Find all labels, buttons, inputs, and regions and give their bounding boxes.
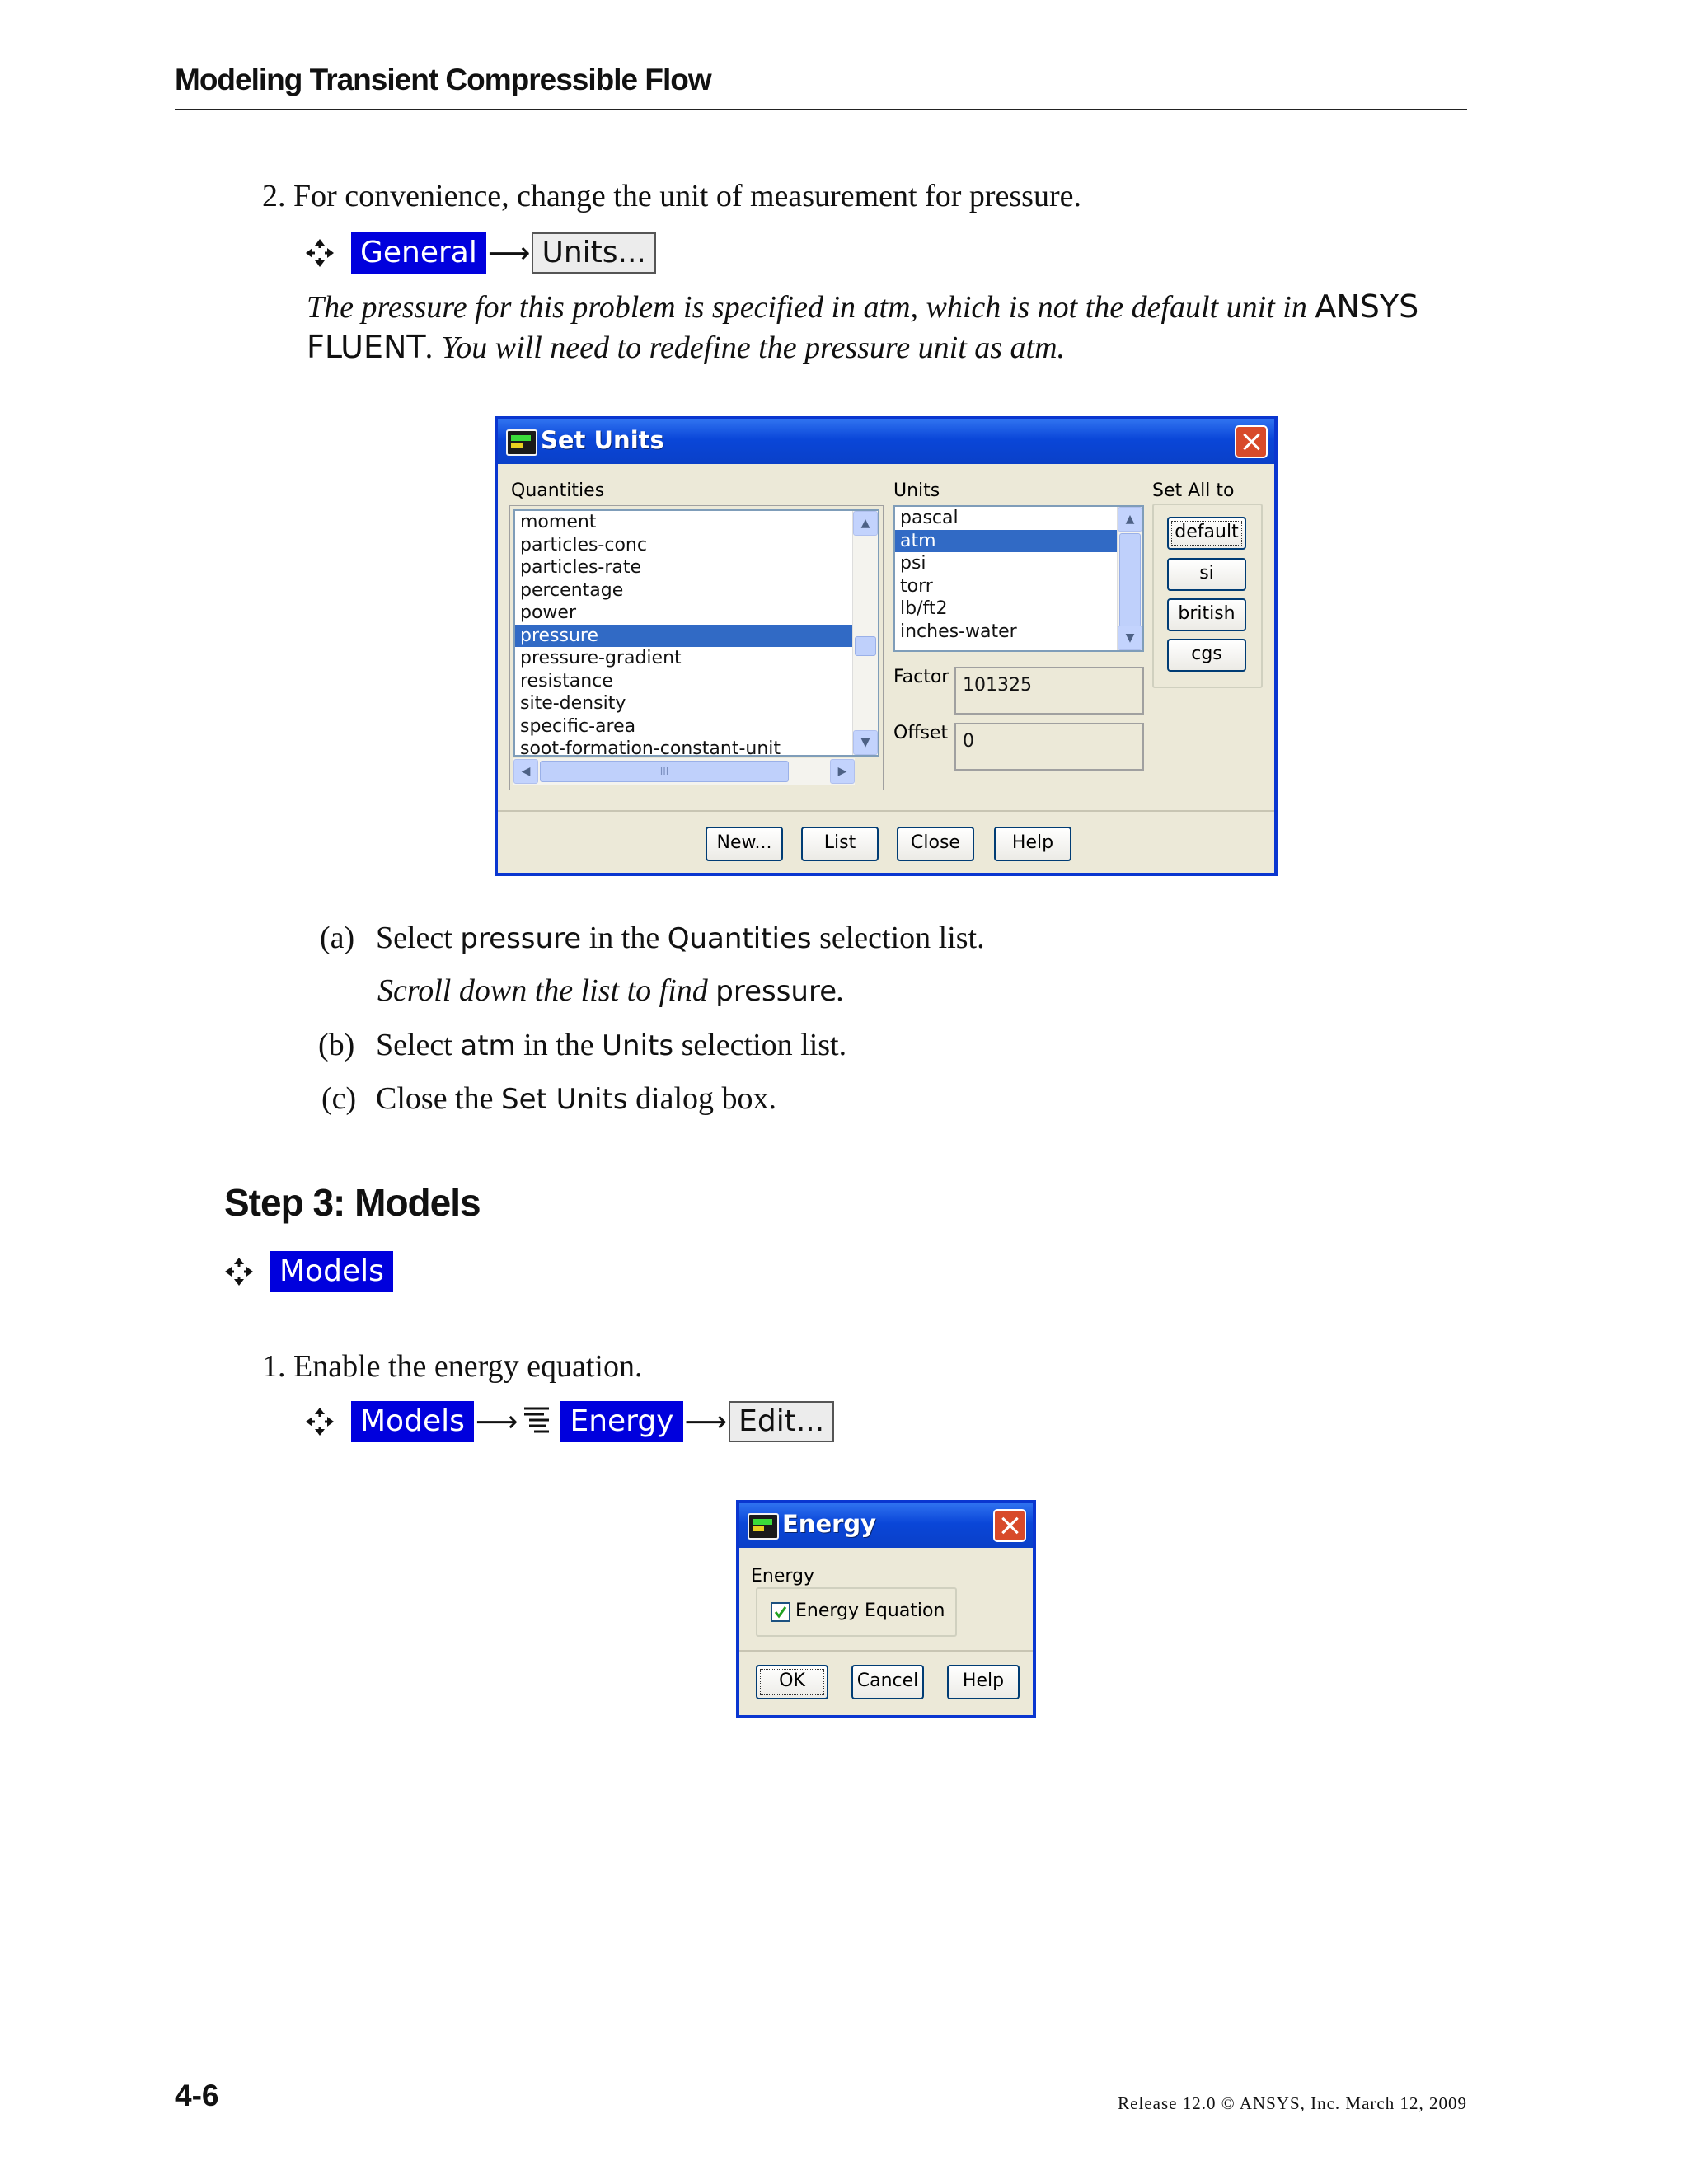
energy-equation-label: Energy Equation [795,1601,945,1621]
fluent-app-icon [506,429,537,456]
new-button[interactable]: New... [706,827,783,861]
tree-list-icon [523,1405,551,1439]
substep-a-item: pressure [460,922,582,955]
substep-b-marker: (b) [318,1028,355,1062]
quantities-listbox[interactable] [513,509,879,757]
units-list-item[interactable]: torr [900,575,933,597]
nav-arrow: ⟶ [684,1404,728,1439]
si-button[interactable]: si [1167,558,1246,591]
close-icon[interactable] [1235,425,1268,458]
energy-dialog [736,1500,1036,1718]
quantities-hscroll[interactable] [513,758,855,785]
units-button-ref[interactable]: Units... [532,232,655,274]
substep-b [318,1027,846,1063]
step3-item1-text: 1. Enable the energy equation. [262,1349,643,1384]
quantities-list-item[interactable]: resistance [520,670,613,691]
factor-label: Factor [893,667,950,687]
factor-field[interactable]: 101325 [954,667,1144,715]
energy-equation-checkbox[interactable] [771,1602,790,1622]
substep-c-post: dialog box. [627,1081,777,1116]
cgs-button[interactable]: cgs [1167,639,1246,672]
dialog-title: Energy [782,1510,877,1538]
british-button[interactable]: british [1167,598,1246,631]
substep-b-item: atm [460,1029,516,1062]
substep-c-marker: (c) [321,1081,357,1116]
nav-arrow: ⟶ [487,236,531,270]
substep-c-dialog: Set Units [500,1083,628,1116]
units-vscroll[interactable] [1117,507,1142,650]
units-list-item[interactable]: pascal [900,508,959,528]
default-button[interactable]: default [1167,517,1246,550]
energy-group [756,1587,957,1637]
quantities-label: Quantities [511,480,605,501]
nav-models-link[interactable]: Models [351,1401,474,1442]
substep-b-post: selection list. [673,1028,847,1062]
substep-c [321,1080,776,1117]
substep-a-list: Quantities [667,922,812,955]
set-all-label: Set All to [1152,480,1235,501]
quantities-list-item[interactable]: pressure [515,625,853,648]
energy-group-label: Energy [751,1566,815,1586]
help-button[interactable]: Help [947,1665,1020,1699]
substep-a-mid: in the [581,921,668,955]
dialog-separator [498,810,1274,812]
scroll-up-icon[interactable]: ▲ [853,511,878,536]
quantities-list-item[interactable]: specific-area [520,715,636,737]
scroll-thumb[interactable] [1119,533,1141,627]
substep-a-note-post: . [837,973,845,1008]
section-heading: Step 3: Models [224,1181,481,1224]
substep-b-pre: Select [376,1028,461,1062]
offset-field[interactable]: 0 [954,723,1144,771]
nav-arrow: ⟶ [475,1404,518,1439]
move-arrows-icon [224,1257,254,1286]
nav-energy-link[interactable]: Energy [560,1401,682,1442]
edit-button-ref[interactable]: Edit... [729,1401,834,1442]
scroll-right-icon[interactable]: ▶ [830,759,855,784]
set-units-dialog [495,416,1278,876]
substep-a-note-item: pressure [715,975,837,1008]
substep-a-pre: Select [376,921,461,955]
move-arrows-icon [305,238,335,268]
substep-a-note-pre: Scroll down the list to find [377,973,716,1008]
step2-text: 2. For convenience, change the unit of measurement for pressure. [262,179,1081,213]
units-list-item[interactable]: atm [895,530,1118,553]
close-button[interactable]: Close [897,827,974,861]
dialog-titlebar [739,1503,1033,1548]
cancel-button[interactable]: Cancel [851,1665,924,1699]
units-list-item[interactable]: lb/ft2 [900,598,948,619]
units-list-item[interactable]: psi [900,553,926,574]
fluent-app-icon [748,1513,779,1540]
substep-a-marker: (a) [320,921,355,955]
dialog-titlebar [498,419,1274,464]
quantities-frame [509,505,884,790]
substep-b-list: Units [602,1029,674,1062]
quantities-list-item[interactable]: soot-formation-constant-unit [520,738,781,757]
quantities-list-item[interactable]: pressure-gradient [520,648,682,668]
set-all-group [1152,504,1263,688]
dialog-title: Set Units [541,426,664,454]
note-part2: . You will need to redefine the pressure unit as atm. [425,330,1066,365]
quantities-list-item[interactable]: particles-conc [520,534,647,555]
page-header-title: Modeling Transient Compressible Flow [175,63,711,96]
quantities-list-item[interactable]: moment [520,512,597,532]
dialog-separator [739,1650,1033,1652]
scroll-down-icon[interactable]: ▼ [853,730,878,755]
move-arrows-icon [305,1407,335,1436]
substep-a-note [377,972,845,1009]
note-app-name: ANSYS FLUENT [307,288,1419,365]
units-listbox[interactable] [893,505,1144,652]
scroll-thumb[interactable] [855,636,876,656]
scroll-up-icon[interactable]: ▲ [1118,507,1142,532]
quantities-vscroll[interactable] [852,511,878,755]
substep-a [320,920,985,956]
page-number: 4-6 [175,2079,219,2112]
quantities-list-item[interactable]: site-density [520,693,626,714]
checkmark-icon [772,1604,789,1620]
hscroll-thumb[interactable]: III [540,761,789,782]
step2-nav-path [305,231,656,275]
release-footer: Release 12.0 © ANSYS, Inc. March 12, 2009 [1118,2093,1467,2113]
nav-models-link[interactable]: Models [270,1251,393,1292]
scroll-down-icon[interactable]: ▼ [1118,626,1142,650]
substep-c-pre: Close the [376,1081,501,1116]
units-label: Units [893,480,940,501]
help-button[interactable]: Help [994,827,1071,861]
note-part1: The pressure for this problem is specified in atm, which is not the default unit in [307,290,1307,325]
step3-nav [224,1249,393,1294]
close-icon[interactable] [993,1509,1026,1542]
substep-a-post: selection list. [811,921,985,955]
quantities-list-item[interactable]: percentage [520,579,624,601]
offset-label: Offset [893,723,949,743]
step3-nav-path [305,1399,834,1444]
ok-button[interactable]: OK [756,1665,828,1699]
units-list-item[interactable]: inches-water [900,621,1017,642]
list-button[interactable]: List [801,827,879,861]
header-rule [175,109,1467,110]
scroll-left-icon[interactable]: ◀ [513,759,538,784]
nav-general-link[interactable]: General [351,232,486,274]
quantities-list-item[interactable]: particles-rate [520,557,642,578]
step2-note [307,287,1467,368]
substep-b-mid: in the [515,1028,603,1062]
quantities-list-item[interactable]: power [520,602,576,623]
